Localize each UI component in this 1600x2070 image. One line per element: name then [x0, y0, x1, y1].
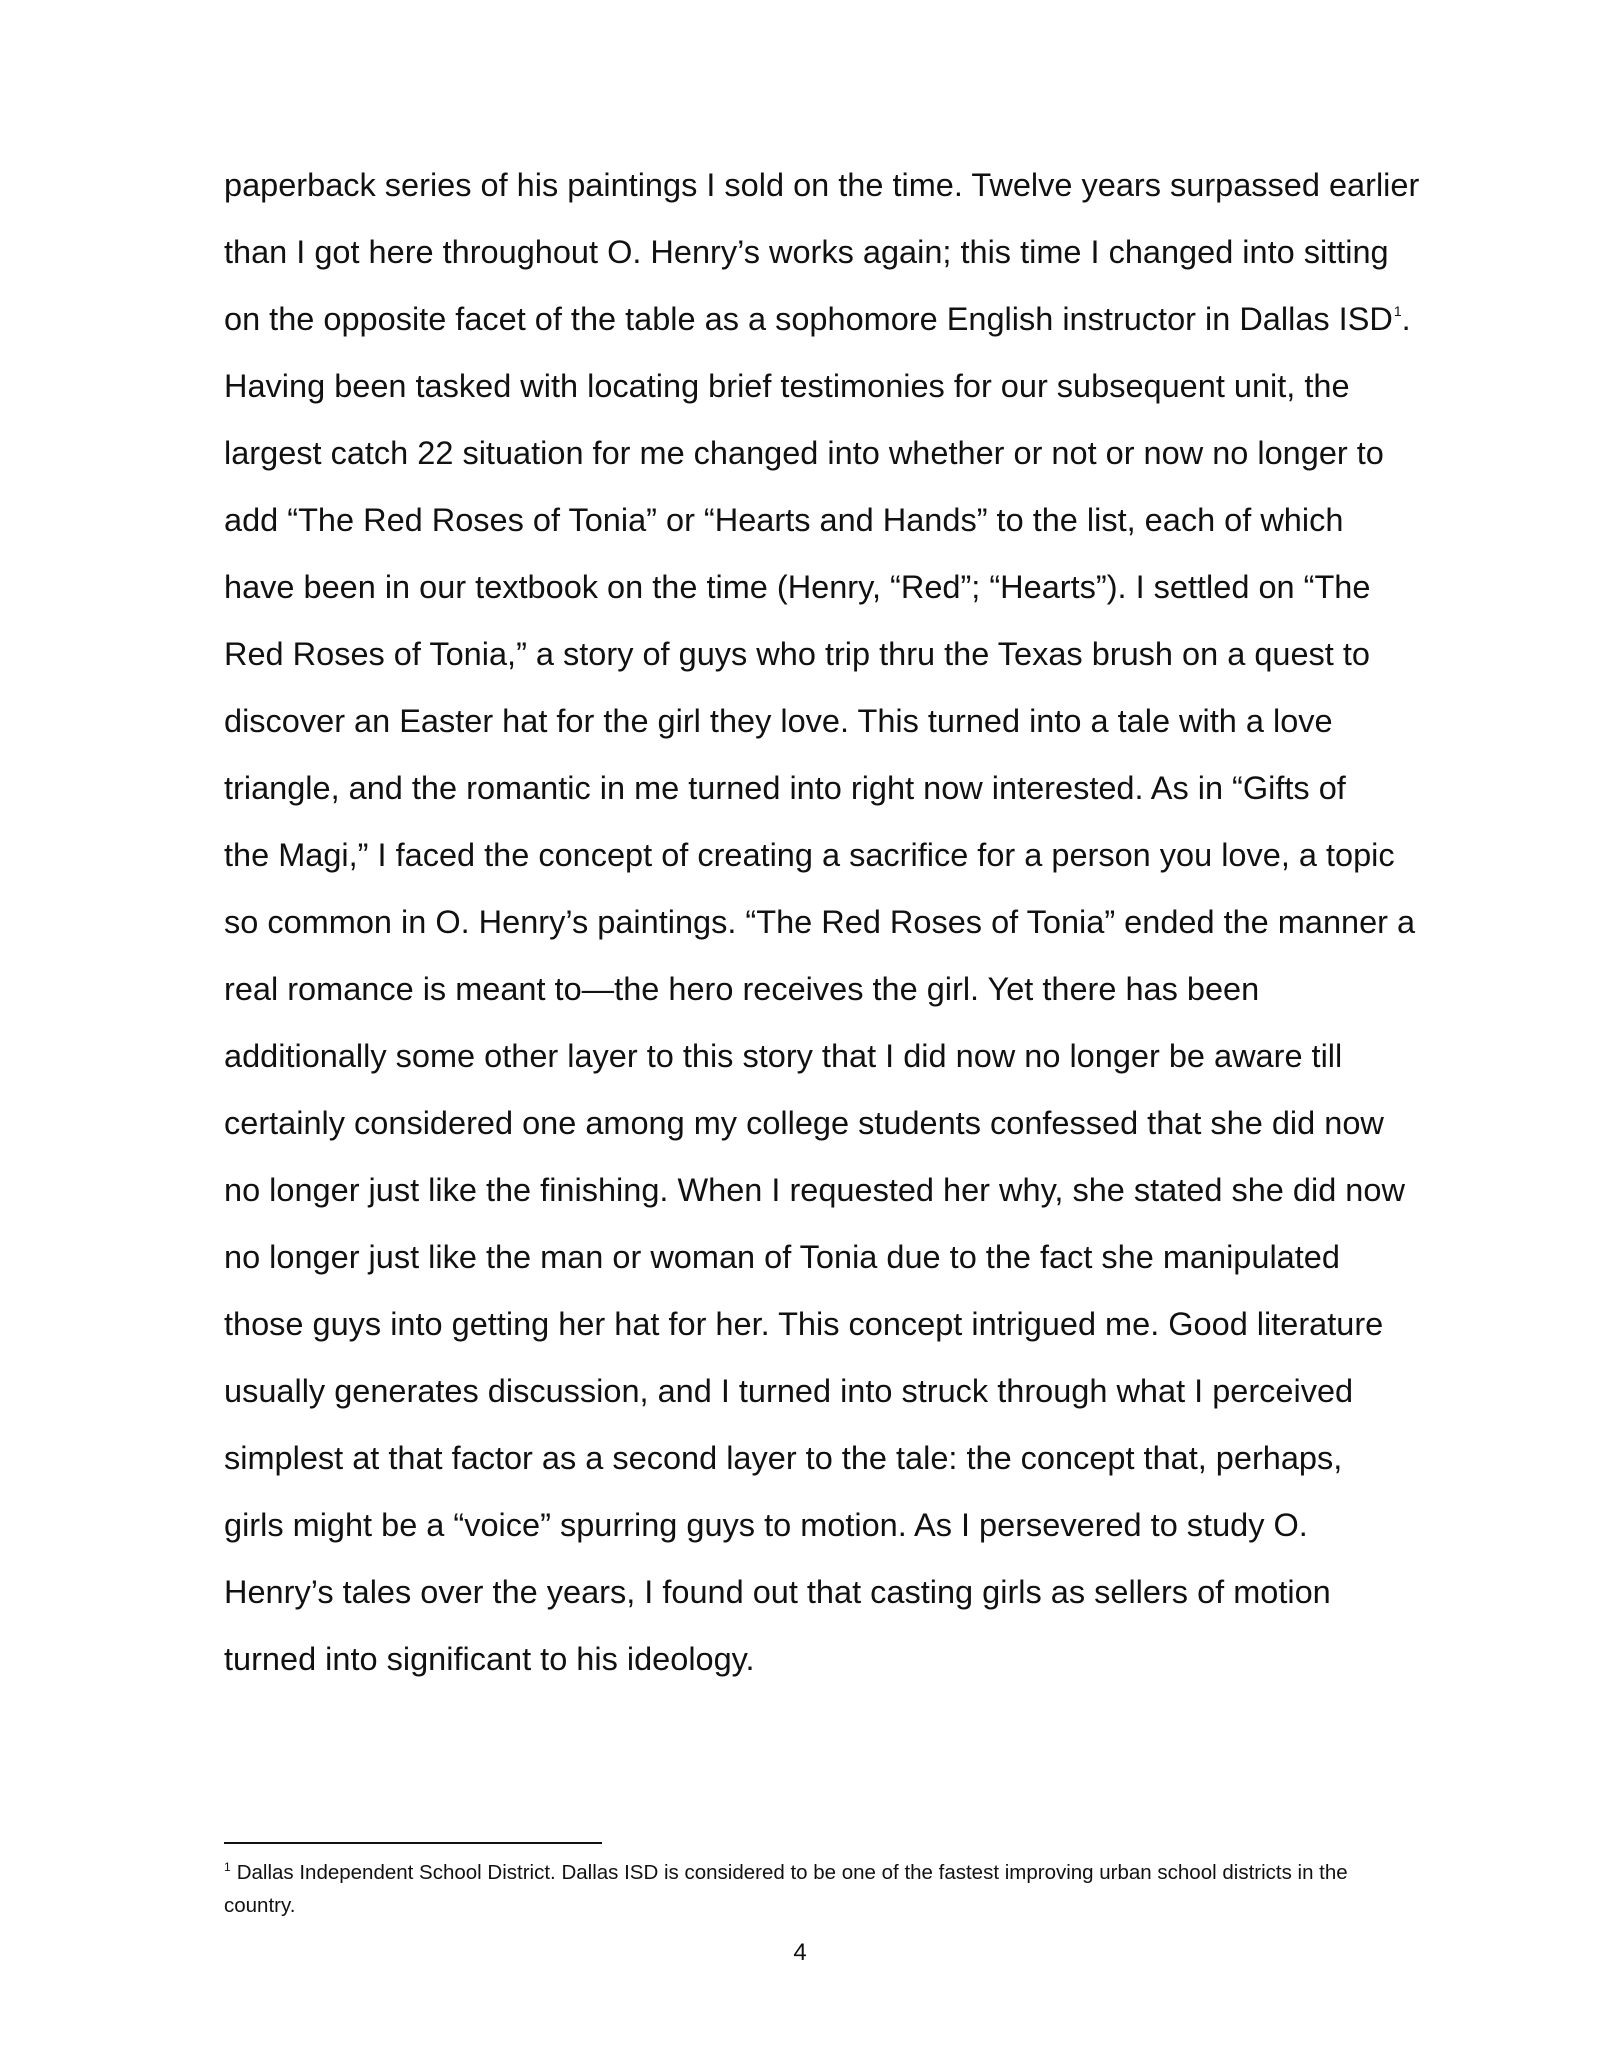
- sentence-period: .: [1401, 301, 1411, 337]
- body-line: largest catch 22 situation for me changed into whether or not or now no longer to: [224, 435, 1384, 471]
- body-line: no longer just like the man or woman of Tonia due to the fact she manipulated: [224, 1239, 1340, 1275]
- page-number: 4: [793, 1939, 807, 1966]
- body-line: Red Roses of Tonia,” a story of guys who trip thru the Texas brush on a quest to: [224, 636, 1370, 672]
- footnote-separator: [224, 1842, 602, 1844]
- body-line: Henry’s tales over the years, I found out that casting girls as sellers of motion: [224, 1574, 1331, 1610]
- body-line: Having been tasked with locating brief testimonies for our subsequent unit, the: [224, 368, 1350, 404]
- body-line: add “The Red Roses of Tonia” or “Hearts and Hands” to the list, each of which: [224, 502, 1344, 538]
- body-line: certainly considered one among my college students confessed that she did now: [224, 1105, 1384, 1141]
- body-line: no longer just like the finishing. When I requested her why, she stated she did now: [224, 1172, 1405, 1208]
- body-line: than I got here throughout O. Henry’s works again; this time I changed into sitting: [224, 234, 1389, 270]
- body-text: [224, 152, 1454, 1693]
- body-line: turned into significant to his ideology.: [224, 1641, 755, 1677]
- footnote-text: Dallas Independent School District. Dallas ISD is considered to be one of the fastest improving urban school districts in the: [236, 1861, 1348, 1884]
- body-line: real romance is meant to—the hero receives the girl. Yet there has been: [224, 971, 1260, 1007]
- footnote: [224, 1856, 1454, 1922]
- body-line: have been in our textbook on the time (Henry, “Red”; “Hearts”). I settled on “The: [224, 569, 1371, 605]
- body-line: usually generates discussion, and I turned into struck through what I perceived: [224, 1373, 1354, 1409]
- footnote-reference[interactable]: 1: [1393, 303, 1402, 320]
- body-line-text: on the opposite facet of the table as a sophomore English instructor in Dallas ISD: [224, 301, 1393, 337]
- body-line: girls might be a “voice” spurring guys to motion. As I persevered to study O.: [224, 1507, 1308, 1543]
- footnote-mark: 1: [224, 1860, 231, 1875]
- body-line: the Magi,” I faced the concept of creating a sacrifice for a person you love, a topic: [224, 837, 1395, 873]
- body-line: paperback series of his paintings I sold on the time. Twelve years surpassed earlier: [224, 167, 1420, 203]
- body-line: those guys into getting her hat for her. This concept intrigued me. Good literature: [224, 1306, 1384, 1342]
- footnote-line: [224, 1856, 1454, 1889]
- body-line: [224, 286, 1454, 353]
- footnote-line: country.: [224, 1894, 296, 1917]
- body-line: additionally some other layer to this story that I did now no longer be aware till: [224, 1038, 1343, 1074]
- body-line: discover an Easter hat for the girl they love. This turned into a tale with a love: [224, 703, 1333, 739]
- body-line: triangle, and the romantic in me turned into right now interested. As in “Gifts of: [224, 770, 1346, 806]
- body-line: simplest at that factor as a second layer to the tale: the concept that, perhaps,: [224, 1440, 1343, 1476]
- body-line: so common in O. Henry’s paintings. “The Red Roses of Tonia” ended the manner a: [224, 904, 1416, 940]
